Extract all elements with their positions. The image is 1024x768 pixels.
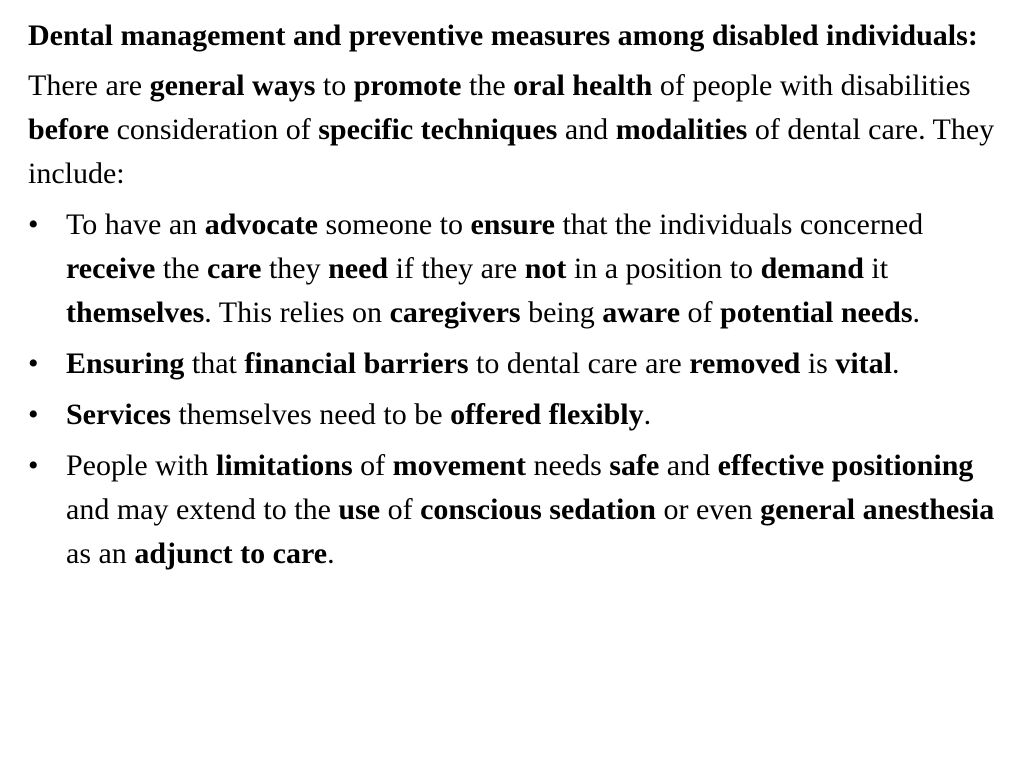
text-run: of — [380, 493, 421, 526]
emphasized-text: conscious sedation — [420, 493, 656, 526]
slide-content — [28, 14, 1012, 583]
text-run: themselves need to be — [170, 398, 451, 431]
text-run: as an — [66, 537, 135, 570]
text-run: and — [659, 449, 718, 482]
emphasized-text: movement — [392, 449, 526, 482]
text-run: To have an — [66, 208, 205, 241]
emphasized-text: care — [207, 252, 262, 285]
emphasized-text: vital — [835, 347, 893, 380]
text-run: it — [863, 252, 889, 285]
text-run: needs — [525, 449, 610, 482]
emphasized-text: oral health — [513, 69, 653, 102]
text-run: There are — [28, 69, 150, 102]
text-run: . — [643, 398, 652, 431]
bullet-text — [66, 208, 923, 329]
emphasized-text: potential needs — [720, 296, 913, 329]
bullet-item-financial — [28, 342, 1012, 386]
bullet-text — [66, 347, 900, 380]
bullet-list — [28, 203, 1012, 576]
bullet-icon: • — [28, 208, 39, 241]
text-run: and — [557, 113, 616, 146]
text-run: People with — [66, 449, 216, 482]
text-run: the — [155, 252, 208, 285]
emphasized-text: removed — [689, 347, 801, 380]
emphasized-text: Ensuring — [66, 347, 185, 380]
text-run: of dental care. They include: — [28, 113, 995, 190]
text-run: of people with disabilities — [652, 69, 971, 102]
emphasized-text: use — [338, 493, 381, 526]
text-run: or even — [655, 493, 761, 526]
text-run: . — [327, 537, 335, 570]
text-run: someone to — [318, 208, 471, 241]
text-run: . — [892, 347, 900, 380]
text-run: of — [680, 296, 721, 329]
bullet-item-advocate — [28, 203, 1012, 335]
emphasized-text: need — [328, 252, 389, 285]
text-run: they — [261, 252, 329, 285]
bullet-item-services — [28, 393, 1012, 437]
emphasized-text: specific techniques — [318, 113, 558, 146]
text-run: and may extend to the — [66, 493, 339, 526]
emphasized-text: before — [28, 113, 110, 146]
emphasized-text: themselves — [66, 296, 205, 329]
text-run: consideration of — [109, 113, 319, 146]
emphasized-text: advocate — [204, 208, 318, 241]
intro-paragraph — [28, 64, 1012, 196]
emphasized-text: not — [524, 252, 567, 285]
text-run: to — [315, 69, 354, 102]
emphasized-text: financial barriers — [244, 347, 469, 380]
bullet-text — [66, 398, 651, 431]
emphasized-text: receive — [66, 252, 156, 285]
bullet-icon: • — [28, 398, 39, 431]
slide-heading: Dental management and preventive measures among disabled individuals: — [28, 19, 978, 52]
text-run: the — [461, 69, 514, 102]
bullet-icon: • — [28, 449, 39, 482]
emphasized-text: offered flexibly — [450, 398, 644, 431]
text-run: if they are — [388, 252, 525, 285]
emphasized-text: modalities — [615, 113, 748, 146]
emphasized-text: Services — [66, 398, 171, 431]
emphasized-text: aware — [602, 296, 681, 329]
bullet-item-movement — [28, 444, 1012, 576]
emphasized-text: general anesthesia — [760, 493, 995, 526]
emphasized-text: demand — [760, 252, 864, 285]
emphasized-text: safe — [609, 449, 660, 482]
emphasized-text: general ways — [149, 69, 316, 102]
emphasized-text: adjunct to care — [134, 537, 328, 570]
text-run: . — [912, 296, 921, 329]
text-run: is — [800, 347, 836, 380]
text-run: being — [520, 296, 603, 329]
emphasized-text: effective positioning — [717, 449, 974, 482]
emphasized-text: ensure — [470, 208, 555, 241]
bullet-icon: • — [28, 347, 39, 380]
text-run: of — [352, 449, 393, 482]
emphasized-text: promote — [353, 69, 462, 102]
emphasized-text: limitations — [216, 449, 353, 482]
emphasized-text: caregivers — [389, 296, 521, 329]
text-run: that — [184, 347, 245, 380]
bullet-text — [66, 449, 994, 570]
text-run: . This relies on — [204, 296, 390, 329]
text-run: in a position to — [566, 252, 761, 285]
text-run: that the individuals concerned — [554, 208, 924, 241]
text-run: to dental care are — [468, 347, 690, 380]
